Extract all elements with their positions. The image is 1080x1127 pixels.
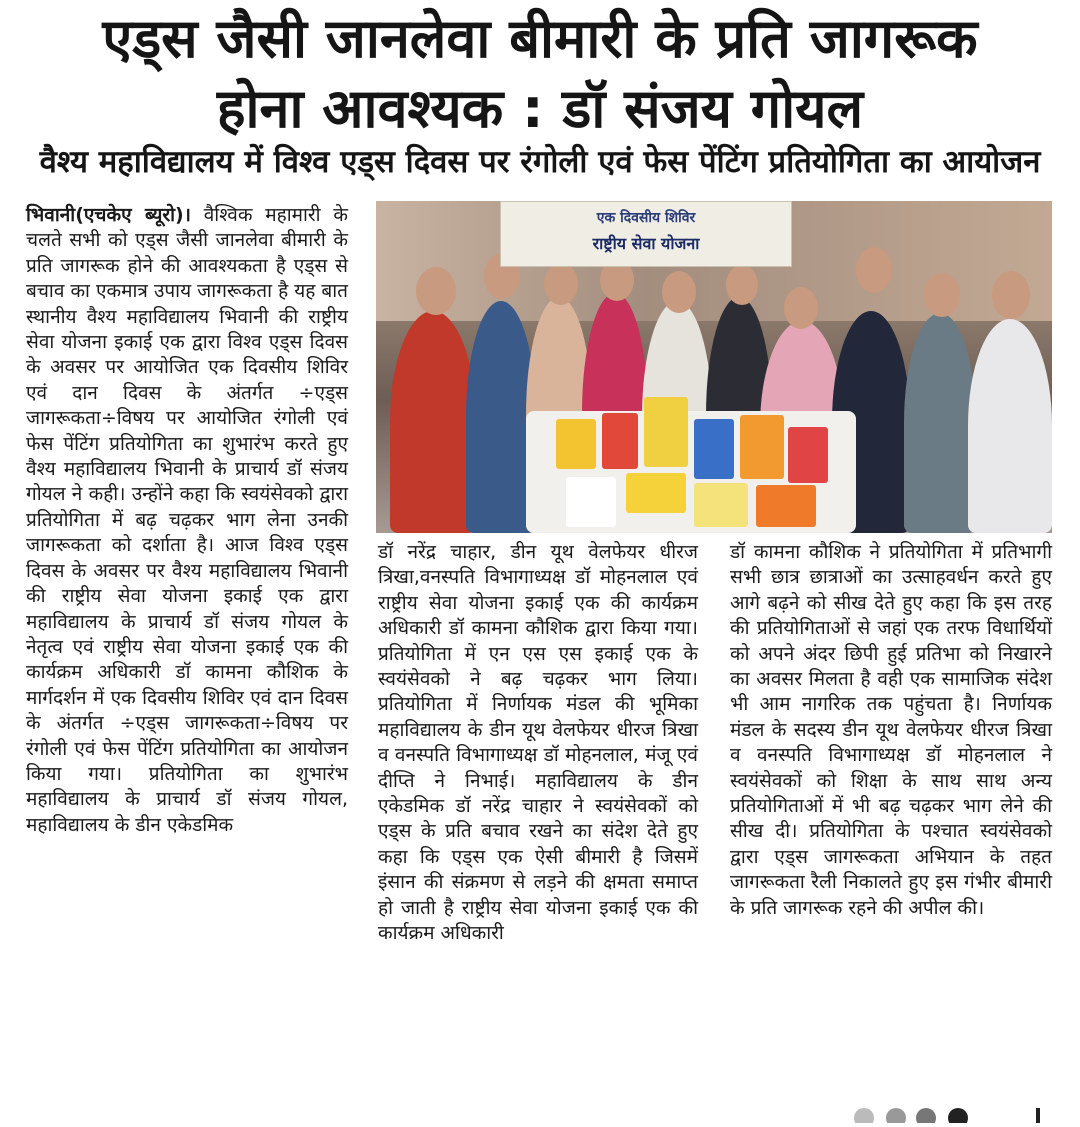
banner-line-1: एक दिवसीय शिविर (596, 210, 696, 226)
headline-line-1: एड्स जैसी जानलेवा बीमारी के प्रति जागरूक (102, 7, 978, 70)
headline (0, 4, 1080, 144)
article-column-3 (730, 540, 1052, 1100)
footer-decoration (840, 1104, 1040, 1123)
article-column-1 (26, 203, 348, 1103)
subheadline: वैश्य महाविद्यालय में विश्व एड्स दिवस पर रंगोली एवं फेस पेंटिंग प्रतियोगिता का आयोजन (39, 144, 1041, 180)
column-2-text: डॉ नरेंद्र चाहार, डीन यूथ वेलफेयर धीरज त्रिखा,वनस्पति विभागाध्यक्ष डॉ मोहनलाल एवं राष्ट्रीय सेवा योजना इकाई एक की कार्यक्रम अधिकारी डॉ कामना कौशिक द्वारा किया गया। प्रतियोगिता में एन एस एस इकाई एक के स्वयंसेवको ने बढ़ चढ़कर भाग लिया।प्रतियोगिता में निर्णायक मंडल की भूमिका महाविद्यालय के डीन यूथ वेलफेयर धीरज त्रिखा व वनस्पति विभागाध्यक्ष डॉ मोहनलाल, मंजू एवं दीप्ति ने निभाई। महाविद्यालय के डीन एकेडमिक डॉ नरेंद्र चाहार ने स्वयंसेवकों को एड्स के प्रति बचाव रखने का संदेश देते हुए कहा कि एड्स एक ऐसी बीमारी है जिसमें इंसान की संक्रमण से लड़ने की क्षमता समाप्त हो जाती है राष्ट्रीय सेवा योजना इकाई एक की कार्यक्रम अधिकारी (378, 541, 698, 945)
footer-dots-icon (840, 1104, 1040, 1123)
headline-line-2: होना आवश्यक : डॉ संजय गोयल (216, 77, 864, 140)
dateline: भिवानी(एचकेए ब्यूरो)। (26, 204, 191, 226)
banner-line-2: राष्ट्रीय सेवा योजना (592, 234, 700, 253)
column-1-text: वैश्विक महामारी के चलते सभी को एड्स जैसी जानलेवा बीमारी के प्रति जागरूक होने की आवश्यकता है एड्स से बचाव का एकमात्र उपाय जागरूकता है यह बात स्थानीय वैश्य महाविद्यालय भिवानी की राष्ट्रीय सेवा योजना इकाई एक द्वारा विश्व एड्स दिवस के अवसर पर आयोजित एक दिवसीय शिविर एवं दान दिवस के अंतर्गत ÷एड्स जागरूकता÷विषय पर आयोजित रंगोली एवं फेस पेंटिंग प्रतियोगिता का शुभारंभ करते हुए वैश्य महाविद्यालय भिवानी के प्राचार्य डॉ संजय गोयल ने कही। उन्होंने कहा कि स्वयंसेवको द्वारा प्रतियोगिता में बढ़ चढ़कर भाग लेना उनकी जागरूकता को दर्शाता है। आज विश्व एड्स दिवस के अवसर पर वैश्य महाविद्यालय भिवानी की राष्ट्रीय सेवा योजना इकाई एक द्वारा महाविद्यालय के प्राचार्य डॉ संजय गोयल के नेतृत्व एवं राष्ट्रीय सेवा योजना इकाई एक की कार्यक्रम अधिकारी डॉ कामना कौशिक के मार्गदर्शन में एक दिवसीय शिविर एवं दान दिवस के अंतर्गत ÷एड्स जागरूकता÷विषय पर रंगोली एवं फेस पेंटिंग प्रतियोगिता का आयोजन किया गया। प्रतियोगिता का शुभारंभ महाविद्यालय के प्राचार्य डॉ संजय गोयल, महाविद्यालय के डीन एकेडमिक (26, 204, 348, 836)
article-column-2 (378, 540, 698, 1100)
photo-banner (500, 201, 792, 267)
column-3-text: डॉ कामना कौशिक ने प्रतियोगिता में प्रतिभागी सभी छात्र छात्राओं का उत्साहवर्धन करते हुए आगे बढ़ने को सीख देते हुए कहा कि इस तरह की प्रतियोगिताओं से जहां एक तरफ विधार्थियों को अपने अंदर छिपी हुई प्रतिभा को निखारने का अवसर मिलता है वही एक सामाजिक संदेश भी आम नागरिक तक पहुंचता है। निर्णायक मंडल के सदस्य डीन यूथ वेलफेयर धीरज त्रिखा व वनस्पति विभागाध्यक्ष डॉ मोहनलाल ने स्वयंसेवकों को शिक्षा के साथ साथ अन्य प्रतियोगिताओं में भी बढ़ चढ़कर भाग लेने की सीख दी। प्रतियोगिता के पश्चात स्वयंसेवको द्वारा एड्स जागरूकता अभियान के तहत जागरूकता रैली निकालते हुए इस गंभीर बीमारी के प्रति जागरूक रहने की अपील की। (730, 541, 1052, 919)
